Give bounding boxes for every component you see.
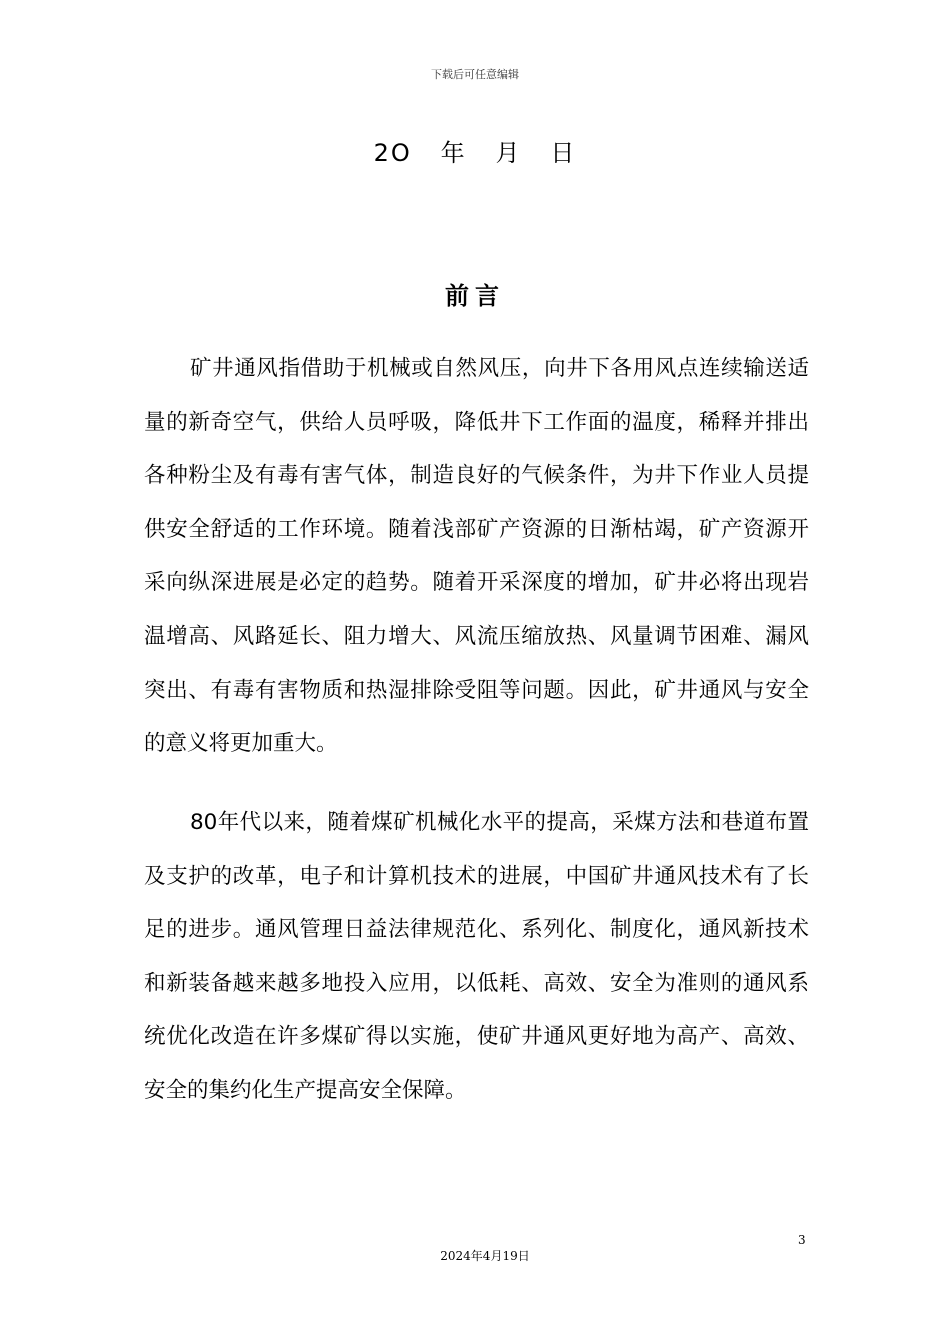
- date-line: 2O 年 月 日: [373, 139, 577, 167]
- section-title: 前言: [445, 282, 505, 310]
- body-paragraph: 矿井通风指借助于机械或自然风压，向井下各用风点连续输送适量的新奇空气，供给人员呼吸，降低井下工作面的温度，稀释并排出各种粉尘及有毒有害气体，制造良好的气候条件，为井下作业人员提供安全舒适的工作环境。随着浅部矿产资源的日渐枯竭，矿产资源开采向纵深进展是必定的趋势。随着开采深度的增加，矿井必将出现岩温增高、风路延长、阻力增大、风流压缩放热、风量调节困难、漏风突出、有毒有害物质和热湿排除受阻等问题。因此，矿井通风与安全的意义将更加重大。: [144, 356, 809, 757]
- footer-date: 2024年4月19日: [440, 1249, 530, 1263]
- body-paragraph: 80年代以来，随着煤矿机械化水平的提高，采煤方法和巷道布置及支护的改革，电子和计算机技术的进展，中国矿井通风技术有了长足的进步。通风管理日益法律规范化、系列化、制度化，通风新技术和新装备越来越多地投入应用，以低耗、高效、安全为准则的通风系统优化改造在许多煤矿得以实施，使矿井通风更好地为高产、高效、安全的集约化生产提高安全保障。: [144, 810, 809, 1103]
- header-note: 下载后可任意编辑: [431, 68, 519, 81]
- page-number: 3: [798, 1233, 806, 1247]
